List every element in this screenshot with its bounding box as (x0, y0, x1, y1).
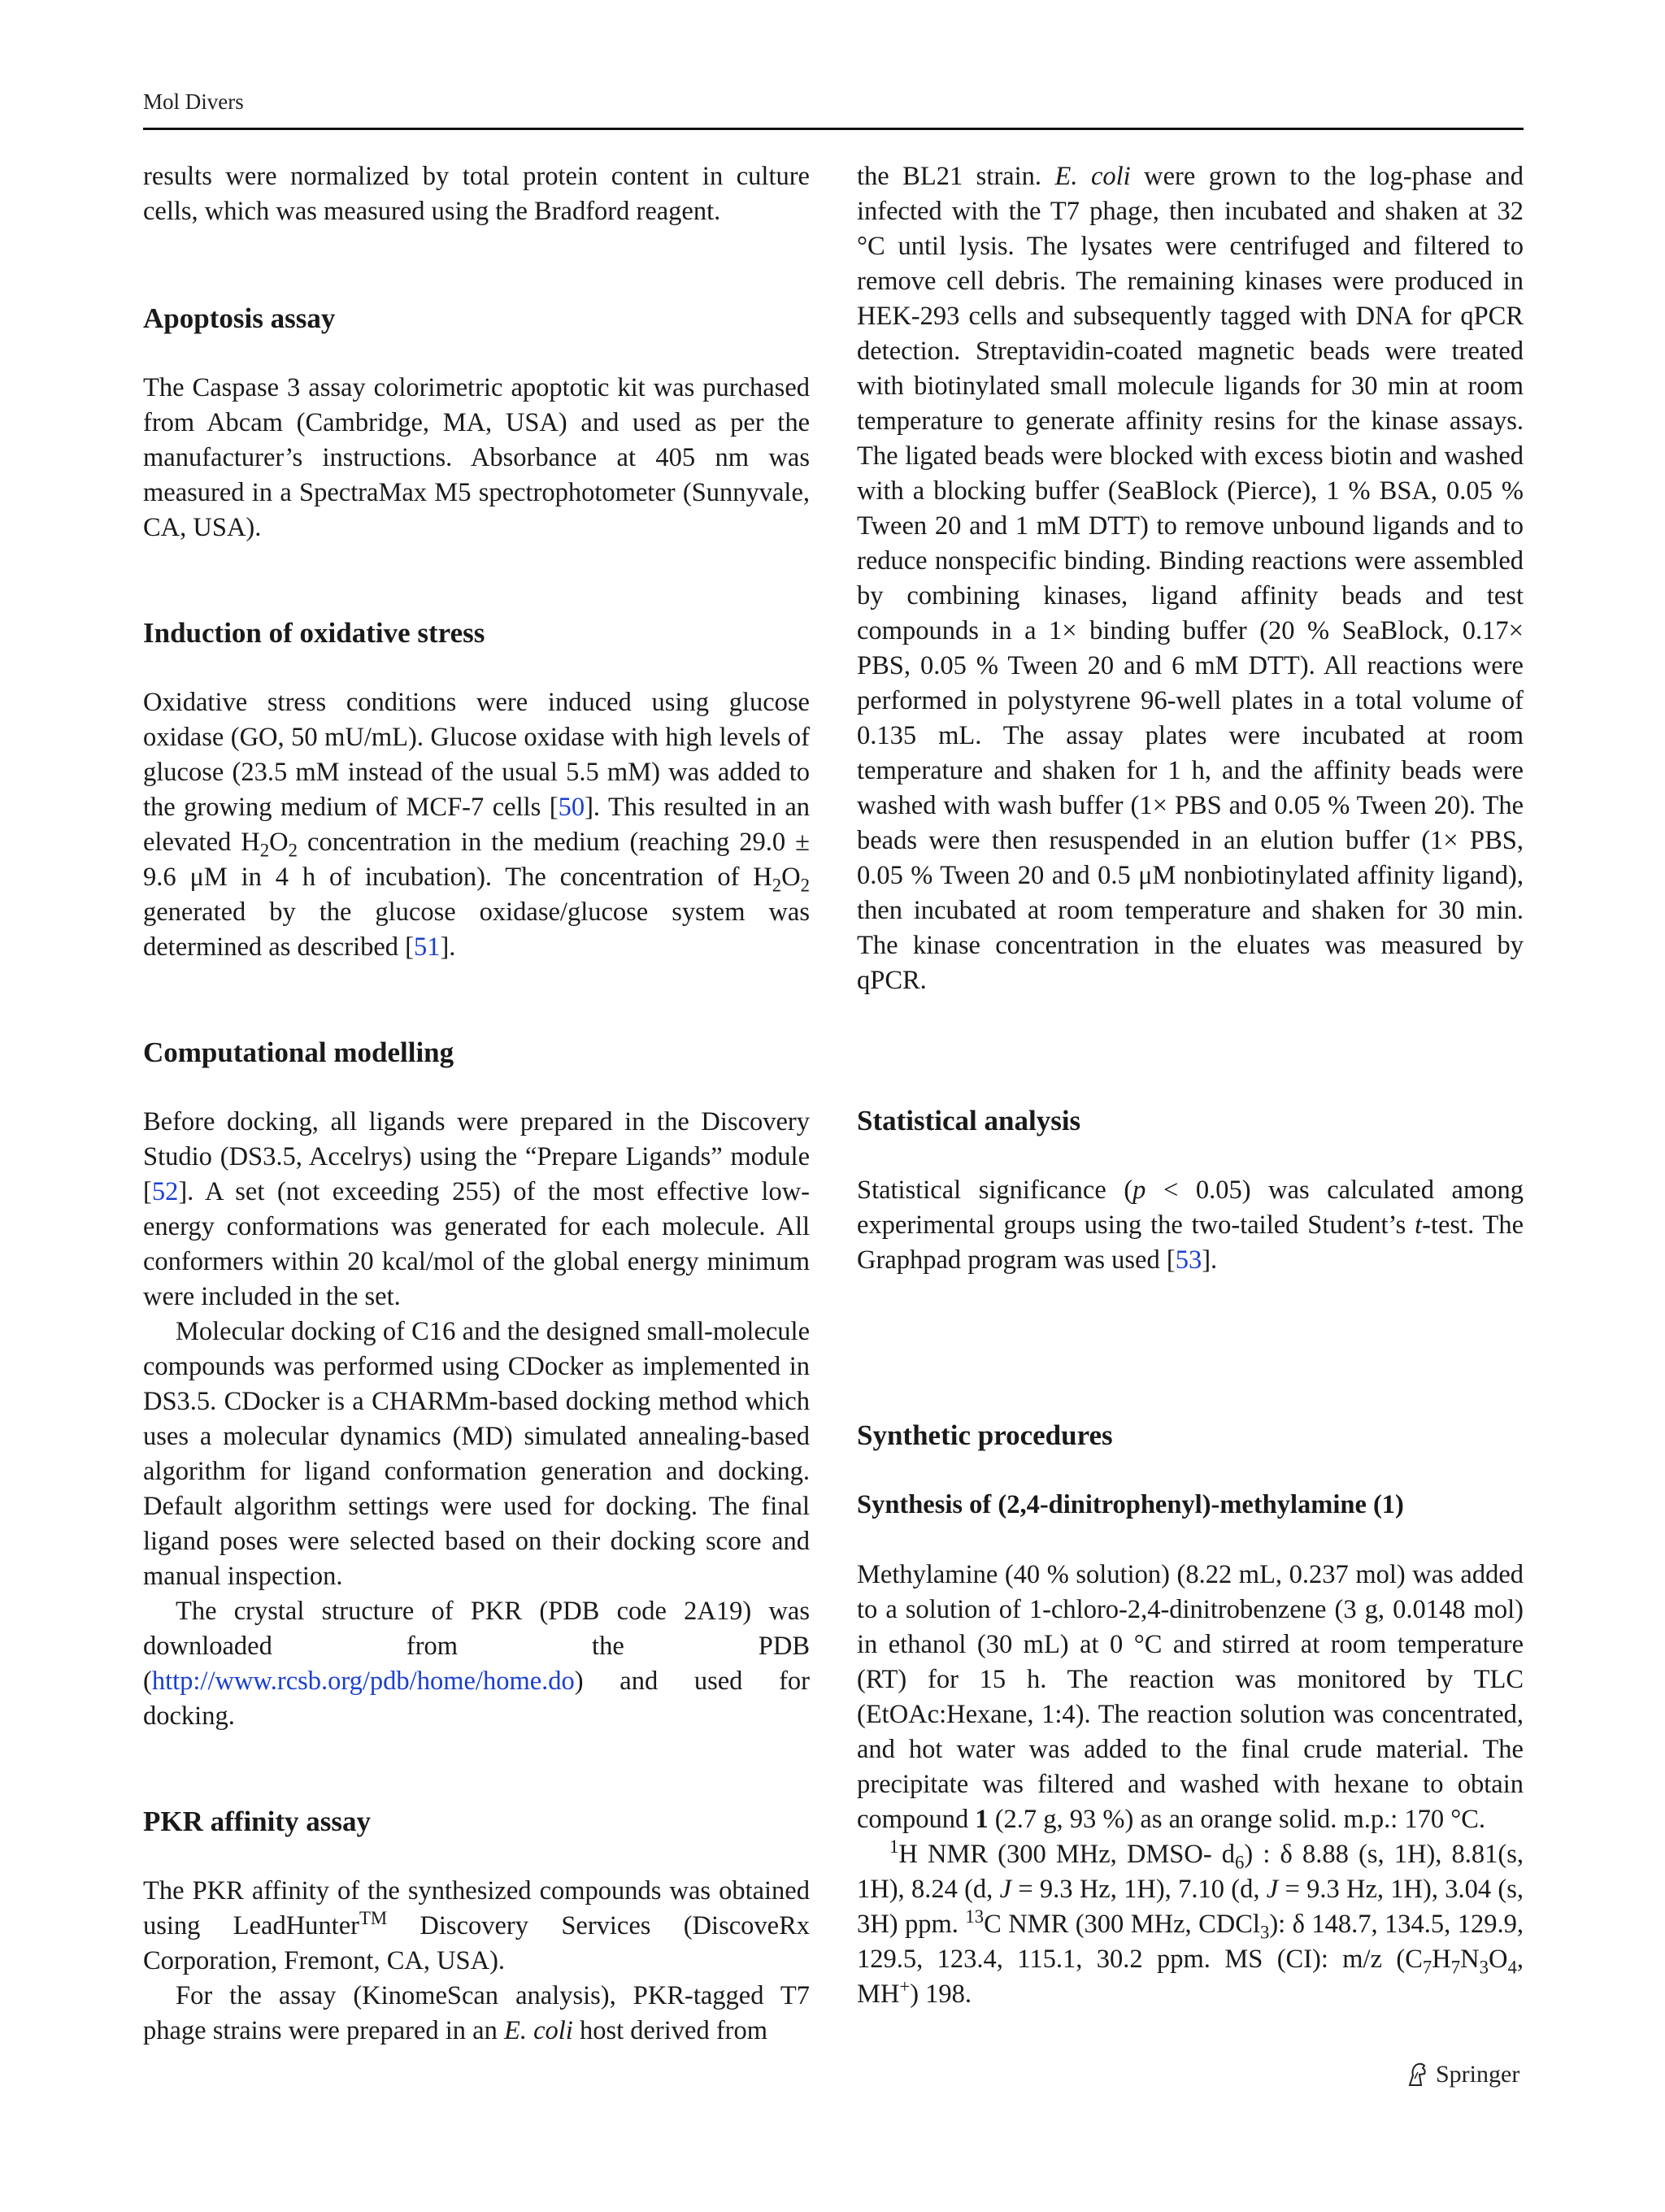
intro-paragraph: results were normalized by total protein content in culture cells, which was measured using the Bradford reagent. (143, 162, 810, 226)
apoptosis-paragraph: The Caspase 3 assay colorimetric apoptotic kit was purchased from Abcam (Cambridge, MA, USA) and used as per the manufacturer’s instructions. Absorbance at 405 nm was measured in a SpectraMax M5 spectrophotometer (Sunnyvale, CA, USA). (143, 373, 810, 542)
synth-paragraph: Methylamine (40 % solution) (8.22 mL, 0.237 mol) was added to a solution of 1-chloro-2,4-dinitrobenzene (3 g, 0.0148 mol) in ethanol (30 mL) at 0 °C and stirred at room temperature (RT) for 15 h. The reaction was monitored by TLC (EtOAc:Hexane, 1:4). The reaction solution was concentrated, and hot water was added to the final crude material. The precipitate was filtered and washed with hexane to obtain compound 1 (2.7 g, 93 %) as an orange solid. m.p.: 170 °C. (857, 1560, 1524, 1834)
right-column (857, 159, 1524, 2012)
modelling-paragraph-2: Molecular docking of C16 and the designed small-molecule compounds was performed using CDocker as implemented in DS3.5. CDocker is a CHARMm-based docking method which uses a molecular dynamics (MD) simulated annealing-based algorithm for ligand conformation generation and docking. Default algorithm settings were used for docking. The final ligand poses were selected based on their docking score and manual inspection. (143, 1317, 810, 1591)
publisher-name: Springer (1436, 2061, 1520, 2088)
pkr-paragraph-1: The PKR affinity of the synthesized compounds was obtained using LeadHunter™ Discovery Services (DiscoveRx Corporation, Fremont, CA, USA). (143, 1876, 810, 1975)
citation-51[interactable]: 51 (413, 932, 441, 962)
modelling-heading: Computational modelling (143, 1036, 454, 1068)
pdb-link[interactable]: http://www.rcsb.org/pdb/home/home.do (151, 1667, 575, 1696)
assay-paragraph: the BL21 strain. E. coli were grown to the log-phase and infected with the T7 phage, then incubated and shaken at 32 °C until lysis. The lysates were centrifuged and filtered to remove cell debris. The remaining kinases were produced in HEK-293 cells and subsequently tagged with DNA for qPCR detection. Streptavidin-coated magnetic beads were treated with biotinylated small molecule ligands for 30 min at room temperature to generate affinity resins for the kinase assays. The ligated beads were blocked with excess biotin and washed with a blocking buffer (SeaBlock (Pierce), 1 % BSA, 0.05 % Tween 20 and 1 mM DTT) to remove unbound ligands and to reduce nonspecific binding. Binding reactions were assembled by combining kinases, ligand affinity beads and test compounds in a 1× binding buffer (20 % SeaBlock, 0.17× PBS, 0.05 % Tween 20 and 6 mM DTT). All reactions were performed in polystyrene 96-well plates in a total volume of 0.135 mL. The assay plates were incubated at room temperature and shaken for 1 h, and the affinity beads were washed with wash buffer (1× PBS and 0.05 % Tween 20). The beads were then resuspended in an elution buffer (1× PBS, 0.05 % Tween 20 and 0.5 μM nonbiotinylated affinity ligand), then incubated at room temperature and shaken for 30 min. The kinase concentration in the eluates was measured by qPCR. (857, 162, 1524, 995)
oxidative-paragraph: Oxidative stress conditions were induced using glucose oxidase (GO, 50 mU/mL). Glucose oxidase with high levels of glucose (23.5 mM instead of the usual 5.5 mM) was added to the growing medium of MCF-7 cells [50]. This resulted in an elevated $H_2O_2$ concentration in the medium (reaching 29.0 ± 9.6 μM in 4 h of incubation). The concentration of $H_2O_2$ generated by the glucose oxidase/glucose system was determined as described [51]. (143, 688, 811, 962)
pkr-heading: PKR affinity assay (143, 1806, 371, 1837)
citation-53[interactable]: 53 (1175, 1245, 1202, 1275)
modelling-paragraph-1: Before docking, all ligands were prepared in the Discovery Studio (DS3.5, Accelrys) using the “Prepare Ligands” module [52]. A set (not exceeding 255) of the most effective low-energy conformations was generated for each molecule. All conformers within 20 kcal/mol of the global energy minimum were included in the set. (143, 1107, 810, 1311)
stats-heading: Statistical analysis (857, 1105, 1081, 1136)
left-column (143, 159, 810, 2049)
pkr-paragraph-2: For the assay (KinomeScan analysis), PKR-tagged T7 phage strains were prepared in an E. coli host derived from (143, 1981, 810, 2045)
citation-50[interactable]: 50 (558, 793, 585, 822)
running-head: Mol Divers (143, 89, 244, 114)
springer-horse-icon (1405, 2061, 1429, 2088)
nmr-paragraph: $^1$H NMR (300 MHz, DMSO- $d_6$) : δ 8.88 (s, 1H), 8.81(s, 1H), 8.24 (d, J = 9.3 Hz, 1H), 7.10 (d, J = 9.3 Hz, 1H), 3.04 (s, 3H) ppm. $^{13}$C NMR (300 MHz, CDCl$_3$): δ 148.7, 134.5, 129.9, 129.5, 123.4, 115.1, 30.2 ppm. MS (CI): m/z ($C_7H_7N_3O_4$, MH+) 198. (857, 1836, 1524, 2009)
stats-paragraph: Statistical significance (p < 0.05) was calculated among experimental groups using the two-tailed Student’s t-test. The Graphpad program was used [53]. (857, 1176, 1524, 1275)
modelling-paragraph-3: The crystal structure of PKR (PDB code 2A19) was downloaded from the PDB (http://www.rcsb.org/pdb/home/home.do) and used for docking. (143, 1597, 810, 1731)
publisher-footer (1405, 2061, 1519, 2088)
citation-52[interactable]: 52 (151, 1177, 179, 1206)
apoptosis-heading: Apoptosis assay (143, 302, 336, 334)
synth-heading: Synthetic procedures (857, 1419, 1113, 1451)
header-rule (143, 128, 1524, 130)
oxidative-heading: Induction of oxidative stress (143, 617, 485, 649)
synth-subheading: Synthesis of (2,4-dinitrophenyl)-methylamine (1) (857, 1490, 1404, 1519)
